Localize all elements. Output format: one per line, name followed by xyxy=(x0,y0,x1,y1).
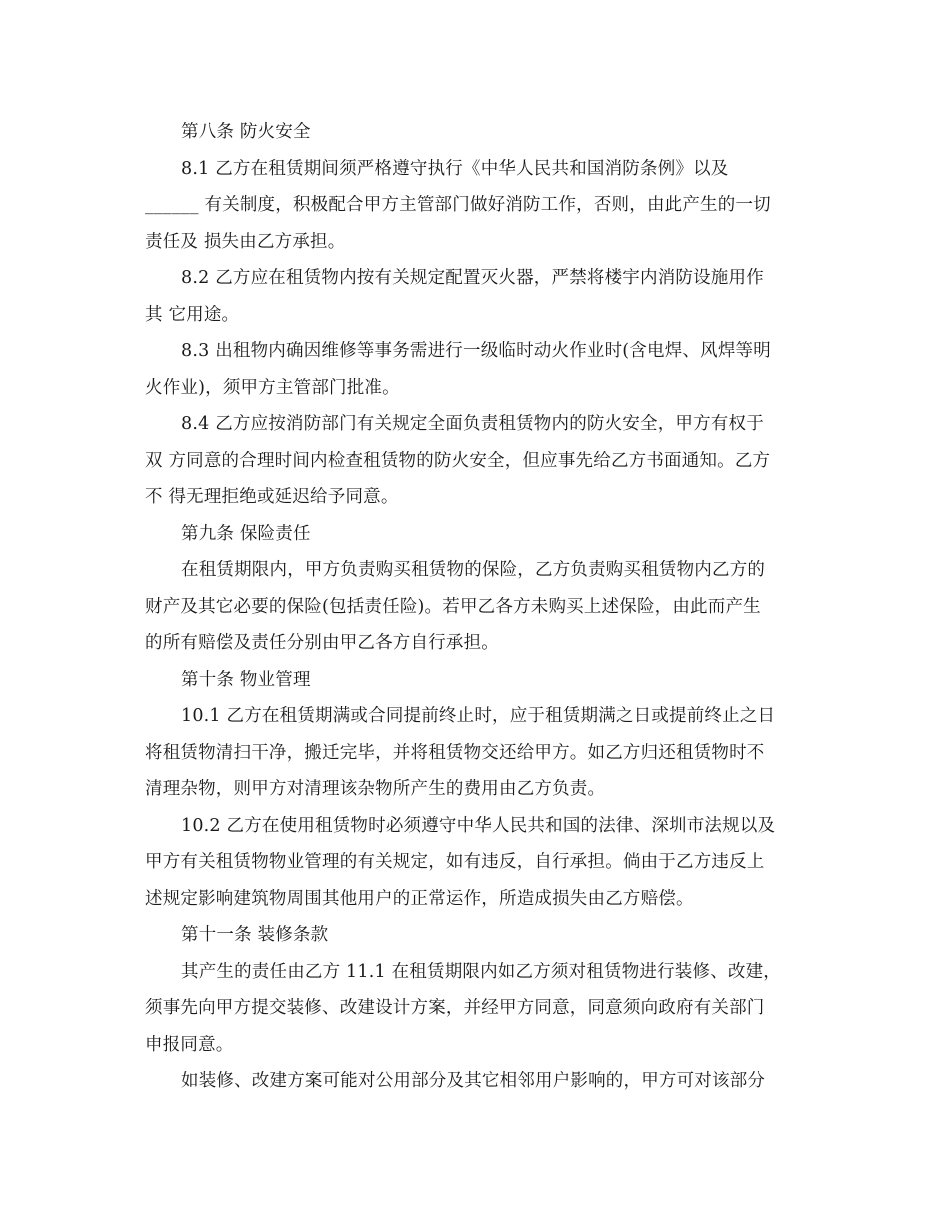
paragraph-line: 火作业)，须甲方主管部门批准。 xyxy=(145,377,400,398)
section-heading: 第十一条 装修条款 xyxy=(181,925,329,945)
paragraph-line: 8.3 出租物内确因维修等事务需进行一级临时动火作业时(含电焊、风焊等明 xyxy=(181,341,771,361)
paragraph-line: 在租赁期限内，甲方负责购买租赁物的保险，乙方负责购买租赁物内乙方的 xyxy=(181,560,766,580)
paragraph-line: 8.1 乙方在租赁期间须严格遵守执行《中华人民共和国消防条例》以及 xyxy=(181,158,729,179)
paragraph-line: 申报同意。 xyxy=(145,1034,234,1055)
paragraph-line: 述规定影响建筑物周围其他用户的正常运作，所造成损失由乙方赔偿。 xyxy=(145,888,694,909)
paragraph-line: 其 它用途。 xyxy=(145,304,240,325)
paragraph-line: 须事先向甲方提交装修、改建设计方案，并经甲方同意，同意须向政府有关部门 xyxy=(145,998,765,1018)
paragraph-line: 如装修、改建方案可能对公用部分及其它相邻用户影响的，甲方可对该部分 xyxy=(181,1071,766,1091)
paragraph-line: 8.4 乙方应按消防部门有关规定全面负责租赁物内的防火安全，甲方有权于 xyxy=(181,414,764,434)
paragraph-line: 甲方有关租赁物物业管理的有关规定，如有违反，自行承担。倘由于乙方违反上 xyxy=(145,852,765,872)
paragraph-line: 财产及其它必要的保险(包括责任险)。若甲乙各方未购买上述保险，由此而产生 xyxy=(145,596,761,617)
paragraph-line: 其产生的责任由乙方 11.1 在租赁期限内如乙方须对租赁物进行装修、改建， xyxy=(181,961,781,982)
document-page xyxy=(145,114,815,1100)
paragraph-line: 责任及 损失由乙方承担。 xyxy=(145,231,346,252)
paragraph-line: ______ 有关制度，积极配合甲方主管部门做好消防工作，否则，由此产生的一切 xyxy=(145,195,771,215)
section-heading: 第八条 防火安全 xyxy=(181,122,311,142)
paragraph-line: 清理杂物，则甲方对清理该杂物所产生的费用由乙方负责。 xyxy=(145,779,606,799)
paragraph-line: 8.2 乙方应在租赁物内按有关规定配置灭火器，严禁将楼宇内消防设施用作 xyxy=(181,268,764,288)
paragraph-line: 的所有赔偿及责任分别由甲乙各方自行承担。 xyxy=(145,633,499,653)
section-heading: 第十条 物业管理 xyxy=(181,669,311,690)
paragraph-line: 10.2 乙方在使用租赁物时必须遵守中华人民共和国的法律、深圳市法规以及 xyxy=(181,815,776,836)
paragraph-line: 将租赁物清扫干净，搬迁完毕，并将租赁物交还给甲方。如乙方归还租赁物时不 xyxy=(145,742,765,763)
paragraph-line: 10.1 乙方在租赁期满或合同提前终止时，应于租赁期满之日或提前终止之日 xyxy=(181,706,776,726)
paragraph-line: 不 得无理拒绝或延迟给予同意。 xyxy=(145,487,399,507)
section-heading: 第九条 保险责任 xyxy=(181,523,311,544)
paragraph-line: 双 方同意的合理时间内检查租赁物的防火安全，但应事先给乙方书面通知。乙方 xyxy=(145,450,771,471)
